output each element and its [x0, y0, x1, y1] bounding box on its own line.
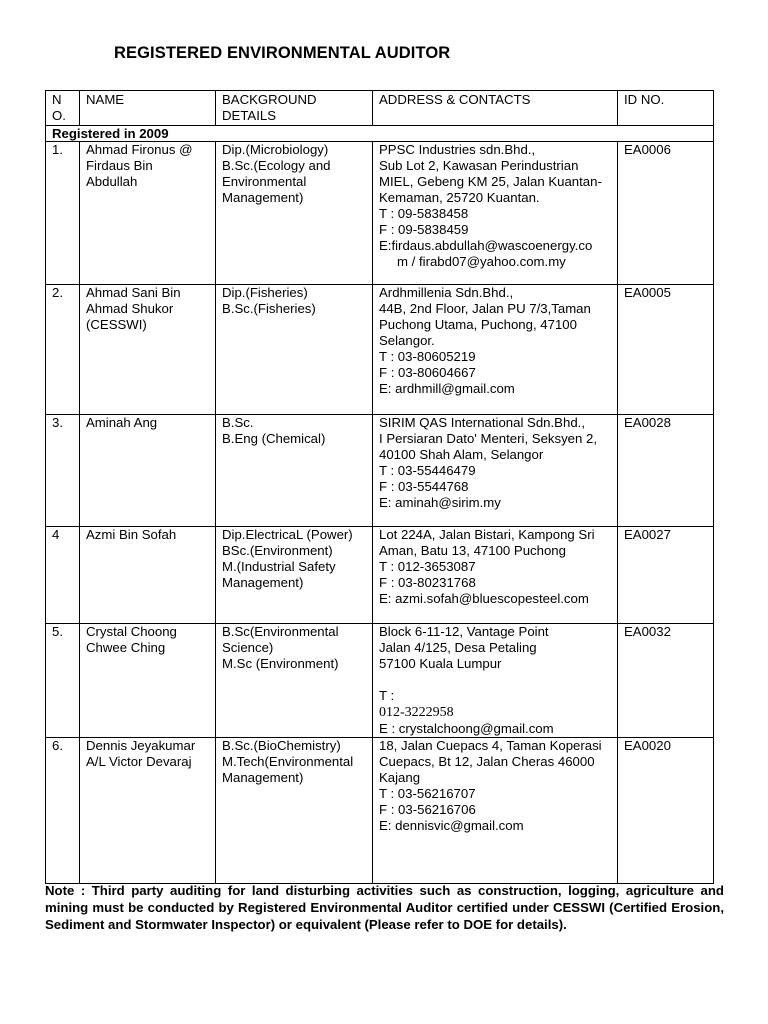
address-line: Kajang — [379, 770, 421, 785]
address-line: T : 03-56216707 — [379, 786, 476, 801]
address-line: E: aminah@sirim.my — [379, 495, 501, 510]
auditor-name-cell — [80, 142, 216, 285]
auditor-name-cell — [80, 415, 216, 527]
auditor-name-line: Ahmad Fironus @ — [86, 142, 193, 157]
address-line: T : 09-5838458 — [379, 206, 469, 221]
background-line: BSc.(Environment) — [222, 543, 333, 558]
group-label: Registered in 2009 — [46, 126, 714, 142]
group-row — [46, 126, 714, 142]
background-line: B.Sc(Environmental — [222, 624, 339, 639]
background-line: Environmental — [222, 174, 307, 189]
header-no — [46, 91, 80, 126]
table-header-row — [46, 91, 714, 126]
auditor-name-cell — [80, 624, 216, 738]
background-details-cell — [216, 738, 373, 884]
background-line: B.Sc. — [222, 415, 254, 430]
table-row — [46, 285, 714, 415]
background-line: Dip.(Microbiology) — [222, 142, 329, 157]
address-line: F : 03-80604667 — [379, 365, 476, 380]
auditor-name-line: A/L Victor Devaraj — [86, 754, 192, 769]
header-background — [216, 91, 373, 126]
background-details-cell — [216, 285, 373, 415]
address-line: E: azmi.sofah@bluescopesteel.com — [379, 591, 589, 606]
address-line: E: dennisvic@gmail.com — [379, 818, 524, 833]
background-details-cell — [216, 624, 373, 738]
row-number: 5. — [52, 624, 63, 639]
row-number-cell — [46, 415, 80, 527]
address-line: Ardhmillenia Sdn.Bhd., — [379, 285, 514, 300]
row-number-cell — [46, 624, 80, 738]
id-number: EA0006 — [624, 142, 671, 157]
auditor-name-line: Firdaus Bin — [86, 158, 153, 173]
id-number-cell — [618, 415, 714, 527]
footnote: Note : Third party auditing for land disturbing activities such as construction, logging, agriculture and mining must be conducted by Registered Environmental Auditor certified under CESSWI (Certified Erosion, Sediment and Stormwater Inspector) or equivalent (Please refer to DOE for details). — [45, 883, 724, 932]
address-contacts-cell — [373, 624, 618, 738]
table-row — [46, 738, 714, 884]
header-address: ADDRESS & CONTACTS — [373, 91, 618, 126]
background-line: M.(Industrial Safety — [222, 559, 336, 574]
address-line: Lot 224A, Jalan Bistari, Kampong Sri — [379, 527, 595, 542]
phone-number: 012-3222958 — [379, 705, 454, 720]
address-line: SIRIM QAS International Sdn.Bhd., — [379, 415, 585, 430]
address-line: T : 03-55446479 — [379, 463, 476, 478]
table-row — [46, 527, 714, 624]
address-line: T : 012-3653087 — [379, 559, 476, 574]
auditor-name-line: Ahmad Sani Bin — [86, 285, 181, 300]
header-no-line: N — [52, 92, 62, 107]
phone-line — [379, 688, 611, 721]
id-number-cell — [618, 285, 714, 415]
id-number-cell — [618, 527, 714, 624]
background-line: Science) — [222, 640, 274, 655]
address-contacts-cell — [373, 415, 618, 527]
address-line: Sub Lot 2, Kawasan Perindustrian — [379, 158, 579, 173]
address-line: Puchong Utama, Puchong, 47100 — [379, 317, 577, 332]
address-line: PPSC Industries sdn.Bhd., — [379, 142, 536, 157]
background-line: B.Eng (Chemical) — [222, 431, 326, 446]
id-number: EA0028 — [624, 415, 671, 430]
row-number-cell — [46, 738, 80, 884]
id-number-cell — [618, 624, 714, 738]
auditor-name-cell — [80, 738, 216, 884]
id-number: EA0005 — [624, 285, 671, 300]
background-line: Management) — [222, 770, 304, 785]
address-line: MIEL, Gebeng KM 25, Jalan Kuantan- — [379, 174, 602, 189]
table-row — [46, 415, 714, 527]
address-line: F : 03-56216706 — [379, 802, 476, 817]
address-line: F : 09-5838459 — [379, 222, 469, 237]
address-line: 57100 Kuala Lumpur — [379, 656, 502, 671]
background-details-cell — [216, 527, 373, 624]
row-number: 4 — [52, 527, 60, 542]
background-line: B.Sc.(Fisheries) — [222, 301, 316, 316]
row-number: 2. — [52, 285, 63, 300]
auditor-name-line: Aminah Ang — [86, 415, 158, 430]
background-line: Dip.ElectricaL (Power) — [222, 527, 353, 542]
address-contacts-cell — [373, 142, 618, 285]
auditor-name-line: Crystal Choong — [86, 624, 177, 639]
id-number-cell — [618, 142, 714, 285]
address-line: 18, Jalan Cuepacs 4, Taman Koperasi — [379, 738, 602, 753]
table-row — [46, 142, 714, 285]
background-line: B.Sc.(Ecology and — [222, 158, 331, 173]
address-line: E:firdaus.abdullah@wascoenergy.co — [379, 238, 593, 253]
background-line: M.Tech(Environmental — [222, 754, 354, 769]
email-line: E : crystalchoong@gmail.com — [379, 721, 554, 736]
address-line: 40100 Shah Alam, Selangor — [379, 447, 544, 462]
row-number: 3. — [52, 415, 63, 430]
auditor-name-line: Chwee Ching — [86, 640, 166, 655]
header-id: ID NO. — [618, 91, 714, 126]
address-line: 44B, 2nd Floor, Jalan PU 7/3,Taman — [379, 301, 591, 316]
background-line: M.Sc (Environment) — [222, 656, 339, 671]
document-title: REGISTERED ENVIRONMENTAL AUDITOR — [114, 44, 451, 62]
background-line: Dip.(Fisheries) — [222, 285, 308, 300]
auditor-name-cell — [80, 527, 216, 624]
table-row — [46, 624, 714, 738]
row-number: 1. — [52, 142, 63, 157]
header-no-line: O. — [52, 108, 66, 123]
address-line: F : 03-5544768 — [379, 479, 469, 494]
background-details-cell — [216, 142, 373, 285]
phone-label: T : — [379, 688, 395, 703]
row-number-cell — [46, 142, 80, 285]
address-line: Selangor. — [379, 333, 435, 348]
auditor-table — [45, 90, 714, 884]
address-line: I Persiaran Dato' Menteri, Seksyen 2, — [379, 431, 598, 446]
id-number: EA0020 — [624, 738, 671, 753]
background-line: B.Sc.(BioChemistry) — [222, 738, 341, 753]
id-number-cell — [618, 738, 714, 884]
header-background-line: BACKGROUND — [222, 92, 317, 107]
row-number-cell — [46, 285, 80, 415]
address-contacts-cell — [373, 285, 618, 415]
row-number: 6. — [52, 738, 63, 753]
header-background-line: DETAILS — [222, 108, 276, 123]
background-line: Management) — [222, 190, 304, 205]
id-number: EA0027 — [624, 527, 671, 542]
auditor-name-line: Abdullah — [86, 174, 138, 189]
address-line: T : 03-80605219 — [379, 349, 476, 364]
spacer — [379, 672, 611, 688]
address-contacts-cell — [373, 738, 618, 884]
background-details-cell — [216, 415, 373, 527]
row-number-cell — [46, 527, 80, 624]
address-line: m / firabd07@yahoo.com.my — [397, 254, 566, 269]
address-line: E: ardhmill@gmail.com — [379, 381, 515, 396]
address-contacts-cell — [373, 527, 618, 624]
address-line: Kemaman, 25720 Kuantan. — [379, 190, 540, 205]
auditor-name-line: (CESSWI) — [86, 317, 147, 332]
header-name: NAME — [80, 91, 216, 126]
id-number: EA0032 — [624, 624, 671, 639]
auditor-name-cell — [80, 285, 216, 415]
address-line: Aman, Batu 13, 47100 Puchong — [379, 543, 566, 558]
auditor-name-line: Ahmad Shukor — [86, 301, 174, 316]
auditor-name-line: Azmi Bin Sofah — [86, 527, 177, 542]
address-line: F : 03-80231768 — [379, 575, 476, 590]
auditor-name-line: Dennis Jeyakumar — [86, 738, 196, 753]
background-line: Management) — [222, 575, 304, 590]
address-line: Jalan 4/125, Desa Petaling — [379, 640, 537, 655]
address-line: Block 6-11-12, Vantage Point — [379, 624, 549, 639]
address-line: Cuepacs, Bt 12, Jalan Cheras 46000 — [379, 754, 595, 769]
